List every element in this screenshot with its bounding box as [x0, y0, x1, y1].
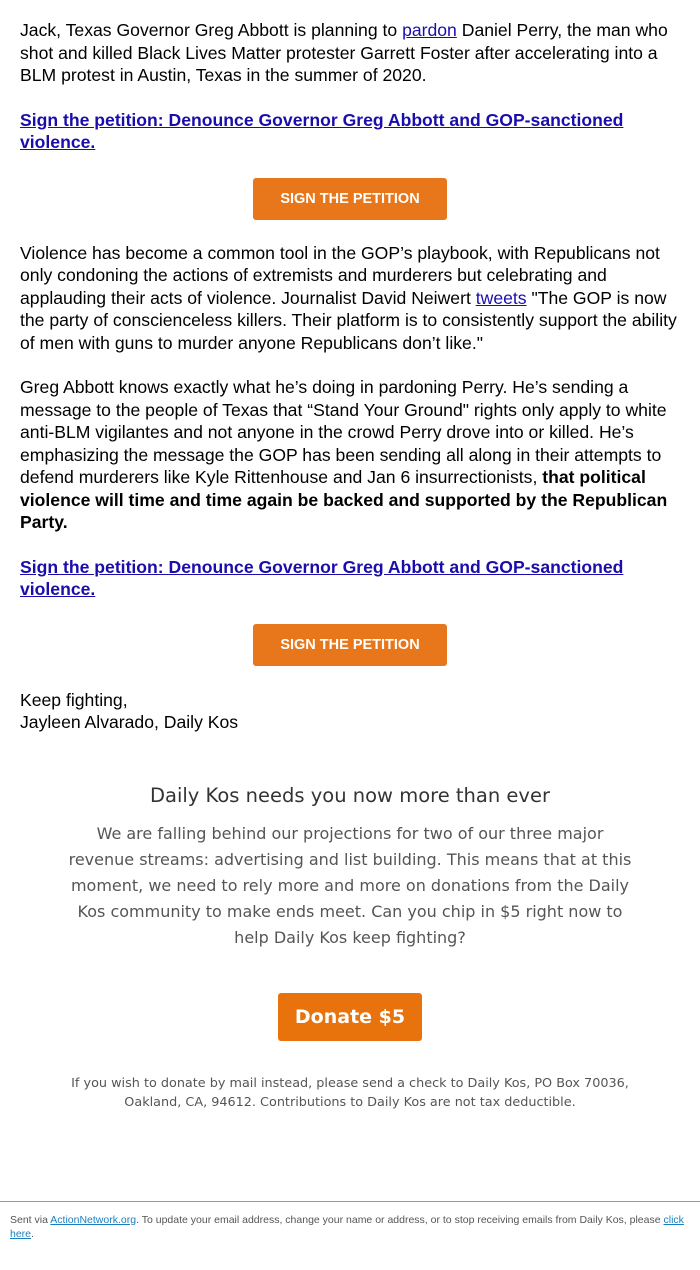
intro-text-before: Jack, Texas Governor Greg Abbott is planning to — [20, 20, 403, 40]
intro-text-after: Daniel Perry, the man who shot and killed Black Lives Matter protester Garrett Foster after accelerating into a BLM protest in Austin, Texas in the summer of 2020. — [20, 20, 668, 85]
petition-button-wrap-2 — [20, 624, 680, 666]
email-footer — [0, 1201, 700, 1241]
sign-petition-button-2[interactable]: SIGN THE PETITION — [253, 624, 447, 666]
donation-appeal — [0, 734, 700, 1113]
para3-bold-text: that political violence will time and time again be backed and supported by the Republican Party. — [20, 467, 668, 532]
actionnetwork-link[interactable]: ActionNetwork.org — [50, 1214, 137, 1226]
intro-paragraph — [20, 19, 680, 87]
petition-button-wrap-1 — [20, 178, 680, 220]
petition-link-1[interactable]: Sign the petition: Denounce Governor Greg Abbott and GOP-sanctioned violence. — [20, 109, 624, 152]
para3-text: Greg Abbott knows exactly what he’s doing in pardoning Perry. He’s sending a message to the people of Texas that “Stand Your Ground" rights only apply to white anti-BLM vigilantes and not anyone in the crowd Perry drove into or killed. He’s emphasizing the message the GOP has been sending all along in their attempts to defend murderers like Kyle Rittenhouse and Jan 6 insurrectionists, — [20, 377, 667, 487]
para2-text-after: "The GOP is now the party of conscienceless killers. Their platform is to consistently support the ability of men with guns to murder anyone Republicans don’t like." — [20, 287, 677, 353]
unsubscribe-link[interactable]: click here — [10, 1214, 684, 1240]
mail-donation-note: If you wish to donate by mail instead, please send a check to Daily Kos, PO Box 70036, Oakland, CA, 94612. Contributions to Daily Kos are not tax deductible. — [71, 1075, 629, 1110]
appeal-title: Daily Kos needs you now more than ever — [150, 783, 550, 807]
abbott-paragraph — [20, 376, 680, 534]
footer-sent-via: Sent via — [10, 1214, 51, 1226]
donate-button-wrap — [0, 993, 700, 1041]
donate-5-button[interactable]: Donate $5 — [278, 993, 422, 1041]
petition-link-2[interactable]: Sign the petition: Denounce Governor Greg Abbott and GOP-sanctioned violence. — [20, 556, 624, 599]
appeal-body: We are falling behind our projections for two of our three major revenue streams: advertising and list building. This means that at this moment, we need to rely more and more on donations from the Daily Kos community to make ends meet. Can you chip in $5 right now to help Daily Kos keep fighting? — [68, 823, 632, 947]
pardon-link[interactable]: pardon — [402, 20, 457, 40]
para2-text-before: Violence has become a common tool in the GOP’s playbook, with Republicans not only condoning the actions of extremists and murderers but celebrating and applauding their acts of violence. Journalist David Neiwert — [20, 242, 660, 308]
signature: Jayleen Alvarado, Daily Kos — [20, 712, 239, 732]
footer-end: . — [31, 1228, 34, 1240]
sign-petition-button-1[interactable]: SIGN THE PETITION — [253, 178, 447, 220]
gop-violence-paragraph — [20, 242, 680, 355]
signoff: Keep fighting, — [20, 689, 128, 710]
footer-middle-text: . To update your email address, change your name or address, or to stop receiving emails from Daily Kos, please — [136, 1214, 664, 1226]
tweets-link[interactable]: tweets — [475, 287, 527, 308]
